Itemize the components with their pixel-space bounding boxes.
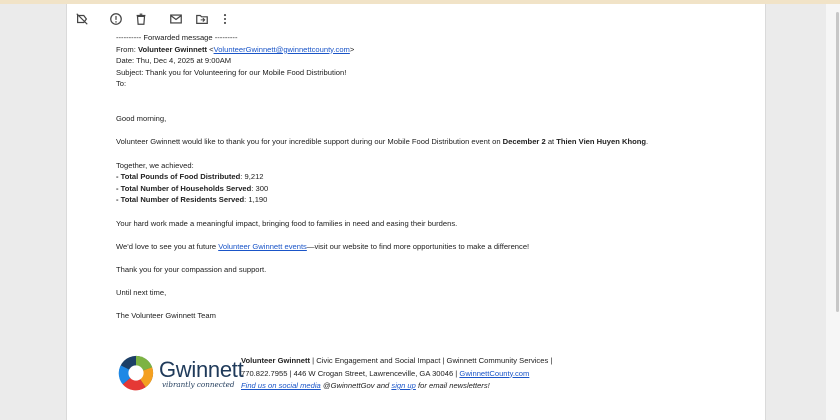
event-location: Thien Vien Huyen Khong [556,137,647,147]
move-to-icon[interactable] [194,11,210,27]
report-spam-icon[interactable] [108,11,124,27]
impact-paragraph: Your hard work made a meaningful impact, bringing food to families in need and easing their burdens. [116,218,458,228]
logo-tagline: vibrantly connected [162,380,235,389]
thanks-line: Thank you for your compassion and support. [116,264,267,274]
event-date: December 2 [502,137,546,147]
more-vert-icon[interactable] [217,11,233,27]
logo-wordmark: Gwinnett [159,357,244,382]
signature-details: Volunteer Gwinnett | Civic Engagement and Social Impact | Gwinnett Community Services | 770.822.7955 | 446 W Crogan Street, Lawrenceville, GA 30046 | GwinnettCounty.com Find us on social media @GwinnettGov and sign up for email newsletters! [241,356,553,390]
delete-icon[interactable] [133,11,149,27]
stat-pounds: - Total Pounds of Food Distributed: 9,212 [116,172,264,182]
gwinnett-logo-icon [117,354,155,392]
newsletter-signup-link[interactable]: sign up [391,381,416,390]
stat-households: - Total Number of Households Served: 300 [116,183,269,193]
subject-line: Subject: Thank you for Volunteering for our Mobile Food Distribution! [116,67,347,77]
sender-name: Volunteer Gwinnett [137,44,208,54]
to-line: To: [116,79,127,89]
volunteer-events-link[interactable]: Volunteer Gwinnett events [218,241,307,251]
team-signoff: The Volunteer Gwinnett Team [116,311,216,321]
label-off-icon[interactable] [74,11,90,27]
achieved-heading: Together, we achieved: [116,160,194,170]
county-website-link[interactable]: GwinnettCounty.com [459,368,530,378]
email-body [116,32,756,322]
email-signature [117,352,577,396]
scrollbar-thumb[interactable] [836,12,839,312]
email-toolbar [66,8,764,30]
greeting: Good morning, [116,114,167,124]
from-line: From: Volunteer Gwinnett <VolunteerGwinnett@gwinnettcounty.com> [116,44,355,54]
signature-name: Volunteer Gwinnett [241,356,311,365]
thank-you-paragraph: Volunteer Gwinnett would like to thank you for your incredible support during our Mobile Food Distribution event on December 2 at Thien Vien Huyen Khong. [116,137,649,147]
stat-residents: - Total Number of Residents Served: 1,190 [116,195,268,205]
forwarded-header: ---------- Forwarded message --------- [116,33,238,42]
social-media-link[interactable]: Find us on social media [241,381,321,390]
sender-email-link[interactable]: VolunteerGwinnett@gwinnettcounty.com [213,44,350,54]
closing-line: Until next time, [116,288,167,298]
date-line: Date: Thu, Dec 4, 2025 at 9:00AM [116,56,232,66]
events-paragraph: We'd love to see you at future Volunteer Gwinnett events—visit our website to find more opportunities to make a difference! [116,241,530,251]
mark-unread-icon[interactable] [168,11,184,27]
